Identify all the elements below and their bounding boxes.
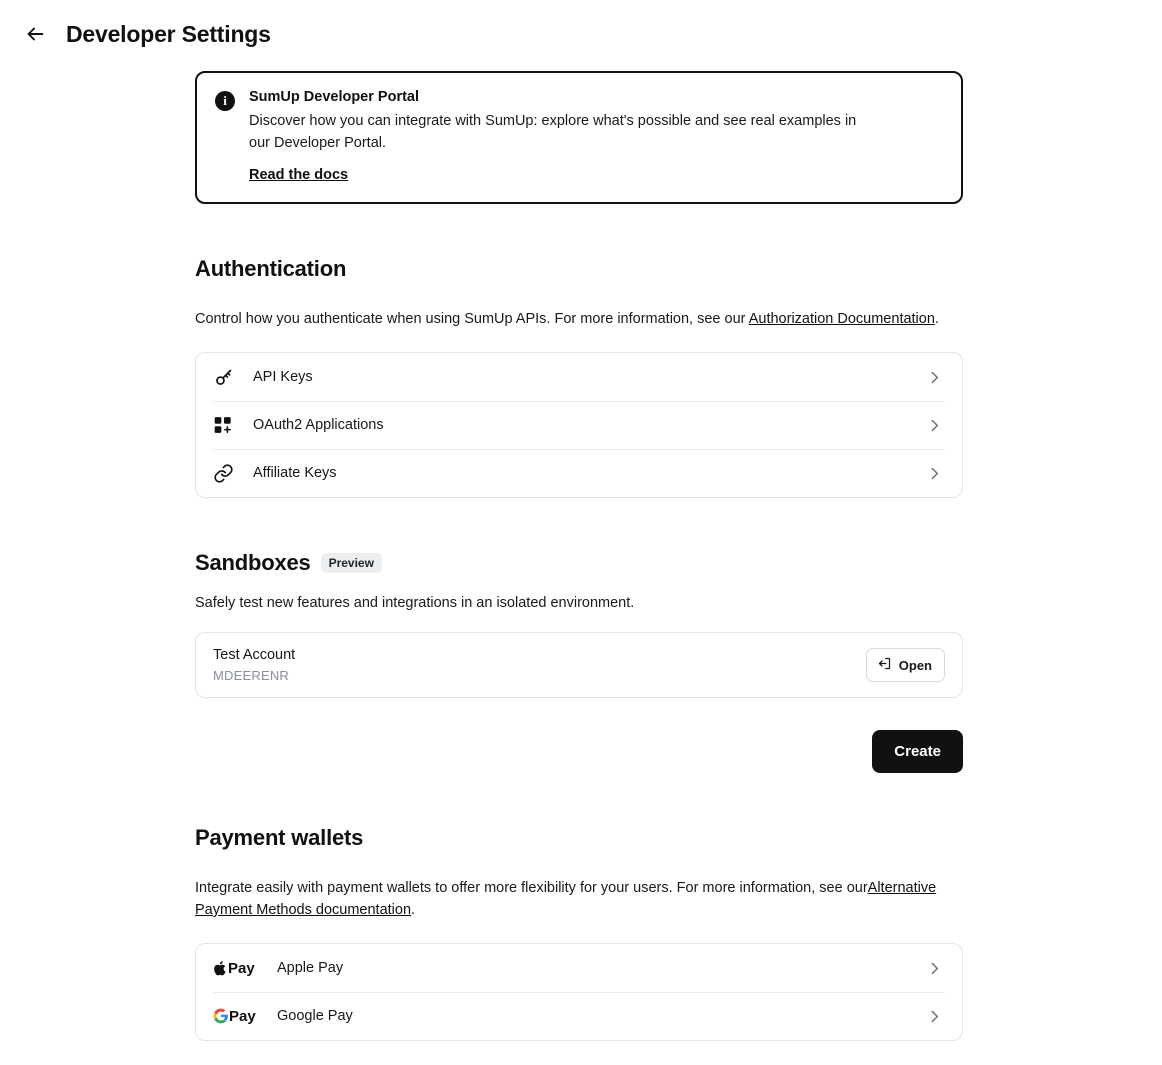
sandboxes-description: Safely test new features and integrations in an isolated environment. bbox=[195, 595, 635, 611]
row-google-pay[interactable] bbox=[196, 992, 962, 1040]
google-pay-wordmark: Pay bbox=[229, 1007, 256, 1025]
apps-grid-plus-icon bbox=[213, 415, 239, 435]
google-pay-logo bbox=[213, 1008, 273, 1025]
sandbox-account-name: Test Account bbox=[213, 647, 296, 663]
apple-pay-wordmark: Pay bbox=[228, 959, 255, 977]
apple-pay-logo bbox=[213, 960, 273, 977]
payment-wallets-description bbox=[195, 877, 940, 921]
sandbox-account-code: MDEERENR bbox=[213, 668, 289, 683]
payment-wallets-title: Payment wallets bbox=[195, 825, 364, 850]
preview-badge: Preview bbox=[321, 553, 382, 573]
banner-description: Discover how you can integrate with SumUp: explore what's possible and see real examples in our Developer Portal. bbox=[249, 113, 857, 151]
page-title: Developer Settings bbox=[66, 20, 271, 47]
authentication-title: Authentication bbox=[195, 256, 347, 281]
apm-documentation-link[interactable]: Alternative Payment Methods documentation bbox=[195, 880, 937, 918]
row-label-google-pay: Google Pay bbox=[277, 1008, 353, 1024]
row-affiliate-keys[interactable] bbox=[196, 449, 962, 497]
row-oauth2-applications[interactable] bbox=[196, 401, 962, 449]
authentication-description-period: . bbox=[934, 311, 939, 327]
open-sandbox-button[interactable] bbox=[866, 648, 945, 682]
payment-wallets-list bbox=[195, 943, 963, 1041]
payment-wallets-description-period: . bbox=[411, 902, 416, 918]
google-logo-icon bbox=[213, 1008, 229, 1024]
banner-title: SumUp Developer Portal bbox=[249, 89, 420, 105]
sandboxes-heading bbox=[195, 550, 963, 576]
open-sandbox-label: Open bbox=[898, 657, 932, 673]
row-api-keys[interactable] bbox=[196, 353, 962, 401]
authentication-list bbox=[195, 352, 963, 498]
sandbox-account-card bbox=[195, 632, 963, 698]
chevron-right-icon bbox=[926, 417, 943, 434]
payment-wallets-section bbox=[195, 825, 963, 1041]
arrow-left-icon bbox=[24, 23, 46, 45]
open-external-icon bbox=[877, 656, 892, 674]
sandbox-account-info bbox=[213, 647, 866, 683]
info-icon: i bbox=[215, 91, 235, 111]
authorization-documentation-link[interactable]: Authorization Documentation bbox=[748, 311, 935, 327]
back-button[interactable] bbox=[22, 21, 48, 47]
sandboxes-title: Sandboxes bbox=[195, 550, 311, 575]
developer-portal-banner bbox=[195, 71, 963, 204]
create-sandbox-button[interactable]: Create bbox=[872, 730, 963, 773]
content-column bbox=[195, 71, 963, 1041]
page-header bbox=[0, 0, 1162, 54]
read-the-docs-link[interactable]: Read the docs bbox=[249, 167, 349, 183]
authentication-description-text: Control how you authenticate when using SumUp APIs. For more information, see our bbox=[195, 311, 749, 327]
row-label-api-keys: API Keys bbox=[253, 369, 313, 385]
link-chain-icon bbox=[213, 463, 239, 484]
row-label-affiliate-keys: Affiliate Keys bbox=[253, 465, 337, 481]
chevron-right-icon bbox=[926, 465, 943, 482]
apple-logo-icon bbox=[213, 960, 228, 977]
chevron-right-icon bbox=[926, 1008, 943, 1025]
row-label-apple-pay: Apple Pay bbox=[277, 960, 344, 976]
chevron-right-icon bbox=[926, 960, 943, 977]
create-sandbox-row bbox=[195, 730, 963, 773]
sandboxes-section bbox=[195, 550, 963, 773]
row-apple-pay[interactable] bbox=[196, 944, 962, 992]
row-label-oauth2-applications: OAuth2 Applications bbox=[253, 417, 384, 433]
authentication-section bbox=[195, 256, 963, 498]
chevron-right-icon bbox=[926, 369, 943, 386]
authentication-description bbox=[195, 308, 940, 330]
payment-wallets-description-text: Integrate easily with payment wallets to offer more flexibility for your users. For more information, see our bbox=[195, 880, 868, 896]
key-icon bbox=[213, 367, 239, 388]
